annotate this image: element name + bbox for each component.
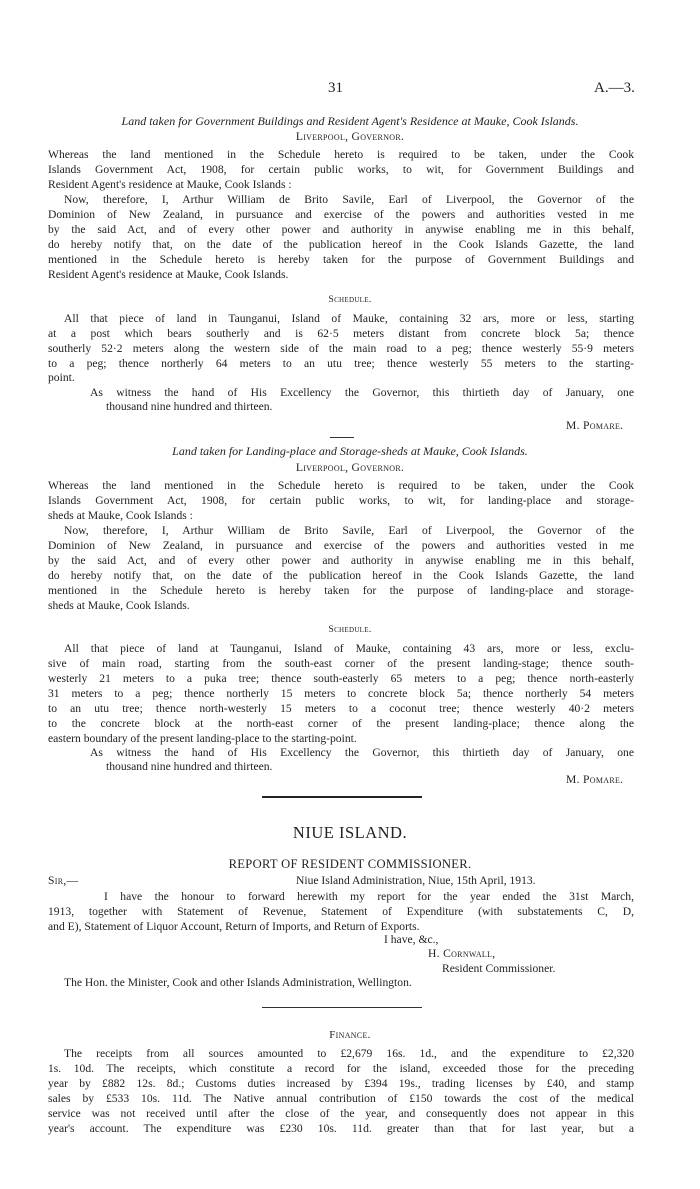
notice1-governor: Liverpool, Governor.	[295, 130, 405, 143]
section-rule	[262, 796, 422, 798]
text-line: I have the honour to forward herewith my report for the year ended the 31st March,	[104, 890, 634, 903]
text-line: to the concrete block at the north-east corner of the present landing-place; thence along the	[48, 717, 634, 730]
text-line: to an utu tree; thence north-westerly 15 meters to a coconut tree; thence westerly 40·2 meters	[48, 702, 634, 715]
text-line: Resident Agent's residence at Mauke, Cook Islands.	[48, 268, 289, 281]
text-line: Islands Government Act, 1908, for certain public works, to wit, for Government Buildings and	[48, 163, 634, 176]
text-line: southerly 52·2 meters along the western side of the main road to a peg; thence westerly 55·9 meters	[48, 342, 634, 355]
text-line: All that piece of land in Taunganui, Island of Mauke, containing 32 ars, more or less, starting	[64, 312, 634, 325]
signer-name: H. Cornwall,	[428, 947, 496, 960]
text-line: sales by £533 10s. 11d. The Native annual contribution of £150 towards the cost of the medical	[48, 1092, 634, 1105]
text-line: Resident Agent's residence at Mauke, Cook Islands :	[48, 178, 292, 191]
text-line: Dominion of New Zealand, in pursuance and exercise of the powers and authorities vested in me	[48, 539, 634, 552]
addressee: The Hon. the Minister, Cook and other Islands Administration, Wellington.	[64, 976, 412, 989]
text-line: by the said Act, and of every other power and authority in anywise enabling me in this behalf,	[48, 554, 634, 567]
notice1-title: Land taken for Government Buildings and Resident Agent's Residence at Mauke, Cook Islands.	[121, 114, 579, 128]
text-line: The receipts from all sources amounted to £2,679 16s. 1d., and the expenditure to £2,320	[64, 1047, 634, 1060]
text-line: thousand nine hundred and thirteen.	[106, 760, 273, 773]
text-line: do hereby notify that, on the date of the publication hereof in the Cook Islands Gazette, the land	[48, 569, 634, 582]
text-line: Whereas the land mentioned in the Schedule hereto is required to be taken, under the Cook	[48, 148, 634, 161]
notice1-schedule-heading: Schedule.	[328, 295, 372, 305]
text-line: sheds at Mauke, Cook Islands.	[48, 599, 190, 612]
report-heading: REPORT OF RESIDENT COMMISSIONER.	[228, 857, 472, 871]
text-line: mentioned in the Schedule hereto is hereby taken for the purpose of Government Buildings and	[48, 253, 634, 266]
notice1-signature: M. Pomare.	[566, 419, 624, 432]
text-line: year's account. The expenditure was £230 10s. 11d. greater than that for last year, but a	[48, 1122, 634, 1135]
notice2-signature: M. Pomare.	[566, 773, 624, 786]
text-line: Islands Government Act, 1908, for certain public works, to wit, for landing-place and storage-	[48, 494, 634, 507]
notice2-schedule-heading: Schedule.	[328, 625, 372, 635]
text-line: 1913, together with Statement of Revenue, Statement of Expenditure (with substatements C, D,	[48, 905, 634, 918]
text-line: mentioned in the Schedule hereto is hereby taken for the purpose of landing-place and storage-	[48, 584, 634, 597]
niue-heading: NIUE ISLAND.	[292, 823, 408, 842]
salutation: Sir,—	[48, 874, 79, 887]
page-number: 31	[328, 80, 343, 96]
text-line: year by £882 12s. 8d.; Customs duties increased by £394 19s., trading licenses by £40, and stamp	[48, 1077, 634, 1090]
text-line: westerly 21 meters to a puka tree; thence south-easterly 65 meters to a peg; thence north-easterly	[48, 672, 634, 685]
text-line: Dominion of New Zealand, in pursuance and exercise of the powers and authorities vested in me	[48, 208, 634, 221]
dateline: Niue Island Administration, Niue, 15th April, 1913.	[296, 874, 536, 887]
text-line: sive of main road, starting from the south-east corner of the present landing-stage; thence south-	[48, 657, 634, 670]
document-reference: A.—3.	[594, 80, 635, 96]
text-line: to a peg; thence northerly 64 meters to an utu tree; thence westerly 55 meters to the starting-	[48, 357, 634, 370]
text-line: 1s. 10d. The receipts, which constitute a record for the island, exceeded those for the preceding	[48, 1062, 634, 1075]
text-line: thousand nine hundred and thirteen.	[106, 400, 273, 413]
divider	[262, 1007, 422, 1008]
text-line: at a post which bears southerly and is 62·5 meters distant from concrete block 5a; thence	[48, 327, 634, 340]
text-line: As witness the hand of His Excellency the Governor, this thirtieth day of January, one	[90, 746, 634, 759]
signer-title: Resident Commissioner.	[442, 962, 556, 975]
text-line: 31 meters to a peg; thence northerly 15 meters to concrete block 5a; thence northerly 54 meters	[48, 687, 634, 700]
text-line: Whereas the land mentioned in the Schedule hereto is required to be taken, under the Cook	[48, 479, 634, 492]
closing: I have, &c.,	[384, 933, 439, 946]
text-line: and E), Statement of Liquor Account, Return of Imports, and Return of Exports.	[48, 920, 420, 933]
text-line: sheds at Mauke, Cook Islands :	[48, 509, 193, 522]
text-line: service was not received until after the close of the year, and consequently does not appear in this	[48, 1107, 634, 1120]
text-line: All that piece of land at Taunganui, Island of Mauke, containing 43 ars, more or less, exclu-	[64, 642, 634, 655]
text-line: eastern boundary of the present landing-place to the starting-point.	[48, 732, 357, 745]
text-line: point.	[48, 371, 75, 384]
text-line: do hereby notify that, on the date of the publication hereof in the Cook Islands Gazette, the land	[48, 238, 634, 251]
text-line: Now, therefore, I, Arthur William de Brito Savile, Earl of Liverpool, the Governor of the	[64, 193, 634, 206]
text-line: As witness the hand of His Excellency the Governor, this thirtieth day of January, one	[90, 386, 634, 399]
notice2-title: Land taken for Landing-place and Storage-sheds at Mauke, Cook Islands.	[172, 444, 528, 458]
text-line: Now, therefore, I, Arthur William de Brito Savile, Earl of Liverpool, the Governor of the	[64, 524, 634, 537]
finance-heading: Finance.	[329, 1029, 371, 1041]
text-line: by the said Act, and of every other power and authority in anywise enabling me in this behalf,	[48, 223, 634, 236]
notice2-governor: Liverpool, Governor.	[295, 461, 405, 474]
divider	[330, 437, 354, 438]
